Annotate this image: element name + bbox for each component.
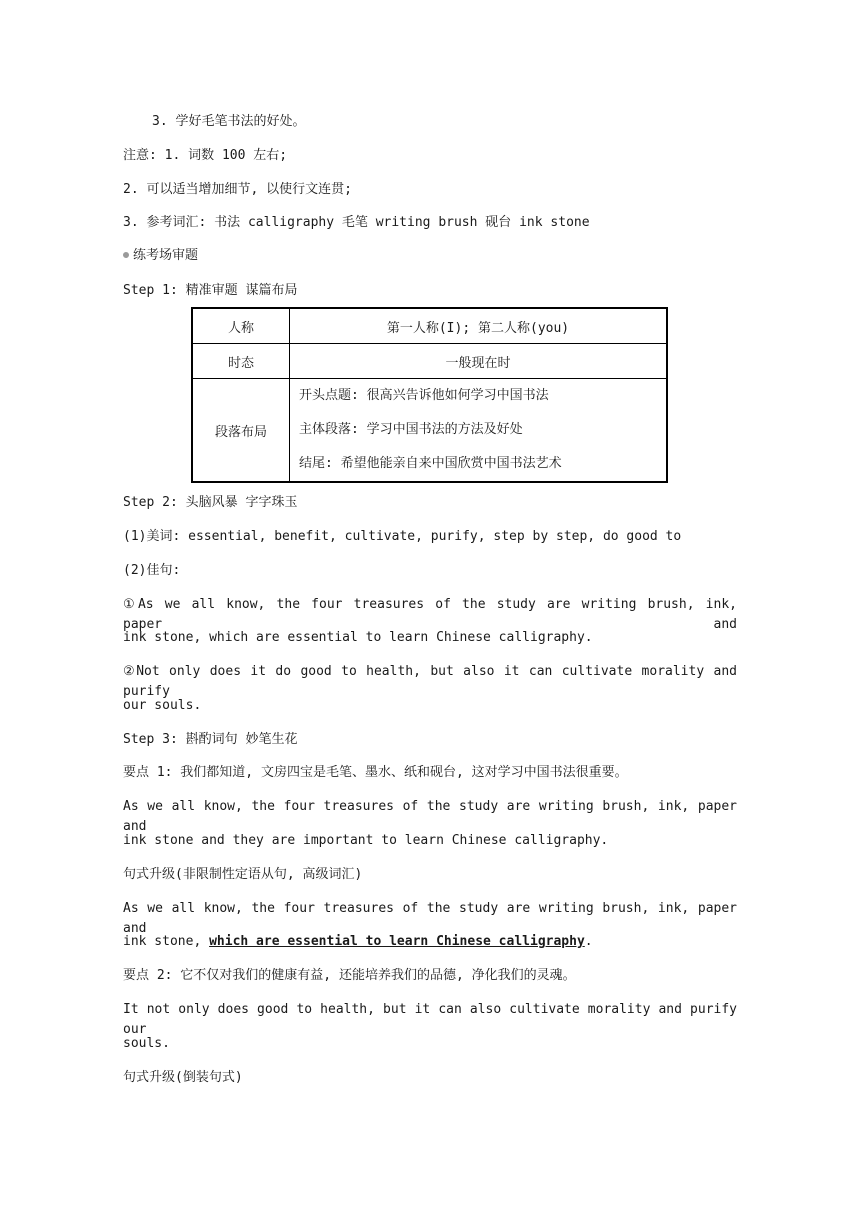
- requirement-item-3: 3. 学好毛笔书法的好处。: [152, 114, 306, 129]
- upgrade-2-heading: 句式升级(倒装句式): [123, 1070, 243, 1085]
- sentence-1-line-2: ink stone, which are essential to learn Chinese calligraphy.: [123, 630, 593, 645]
- sentences-label: (2)佳句:: [123, 563, 181, 578]
- bullet-icon: [123, 252, 129, 258]
- step2-title: Step 2: 头脑风暴 字字珠玉: [123, 495, 298, 510]
- section-heading: [123, 246, 198, 266]
- table-cell-tense-value: 一般现在时: [290, 344, 668, 379]
- layout-opening: 开头点题: 很高兴告诉他如何学习中国书法: [299, 388, 549, 403]
- planning-table: [191, 307, 668, 483]
- layout-body: 主体段落: 学习中国书法的方法及好处: [299, 422, 523, 437]
- section-heading-text: 练考场审题: [133, 248, 199, 263]
- upgrade-1-prefix: ink stone,: [123, 934, 210, 949]
- point-1-english-line-1: As we all know, the four treasures of the study are writing brush, ink, paper and: [123, 799, 737, 834]
- table-cell-layout-label: 段落布局: [192, 379, 290, 483]
- upgrade-1-highlight: which are essential to learn Chinese calligraphy: [209, 934, 585, 949]
- note-line-1: 注意: 1. 词数 100 左右;: [123, 148, 288, 163]
- upgrade-1-suffix: .: [584, 934, 593, 949]
- note-line-2: 2. 可以适当增加细节, 以使行文连贯;: [123, 182, 352, 197]
- sentence-2-line-1: ②Not only does it do good to health, but also it can cultivate morality and purify: [123, 664, 737, 699]
- vocab-words: (1)美词: essential, benefit, cultivate, purify, step by step, do good to: [123, 529, 682, 544]
- point-1: 要点 1: 我们都知道, 文房四宝是毛笔、墨水、纸和砚台, 这对学习中国书法很重要。: [123, 765, 628, 780]
- point-2-english-line-1: It not only does good to health, but it can also cultivate morality and purify our: [123, 1002, 737, 1037]
- point-2-english-line-2: souls.: [123, 1036, 170, 1051]
- upgrade-1-line-2: [123, 932, 593, 952]
- sentence-2-line-2: our souls.: [123, 698, 202, 713]
- step3-title: Step 3: 斟酌词句 妙笔生花: [123, 732, 298, 747]
- point-2: 要点 2: 它不仅对我们的健康有益, 还能培养我们的品德, 净化我们的灵魂。: [123, 968, 576, 983]
- table-cell-person-label: 人称: [192, 308, 290, 344]
- point-1-english-line-2: ink stone and they are important to learn Chinese calligraphy.: [123, 833, 609, 848]
- table-row: [192, 308, 667, 344]
- table-cell-layout-value: [290, 379, 668, 483]
- upgrade-1-line-1: As we all know, the four treasures of the study are writing brush, ink, paper and: [123, 901, 737, 936]
- table-row: [192, 344, 667, 379]
- table-cell-tense-label: 时态: [192, 344, 290, 379]
- upgrade-1-heading: 句式升级(非限制性定语从句, 高级词汇): [123, 867, 363, 882]
- table-cell-person-value: 第一人称(I); 第二人称(you): [290, 308, 668, 344]
- note-line-3: 3. 参考词汇: 书法 calligraphy 毛笔 writing brush 砚台 ink stone: [123, 215, 590, 230]
- layout-ending: 结尾: 希望他能亲自来中国欣赏中国书法艺术: [299, 456, 562, 471]
- table-row: [192, 379, 667, 483]
- sentence-1-line-1: ①As we all know, the four treasures of the study are writing brush, ink, paper and: [123, 597, 737, 632]
- step1-title: Step 1: 精准审题 谋篇布局: [123, 283, 298, 298]
